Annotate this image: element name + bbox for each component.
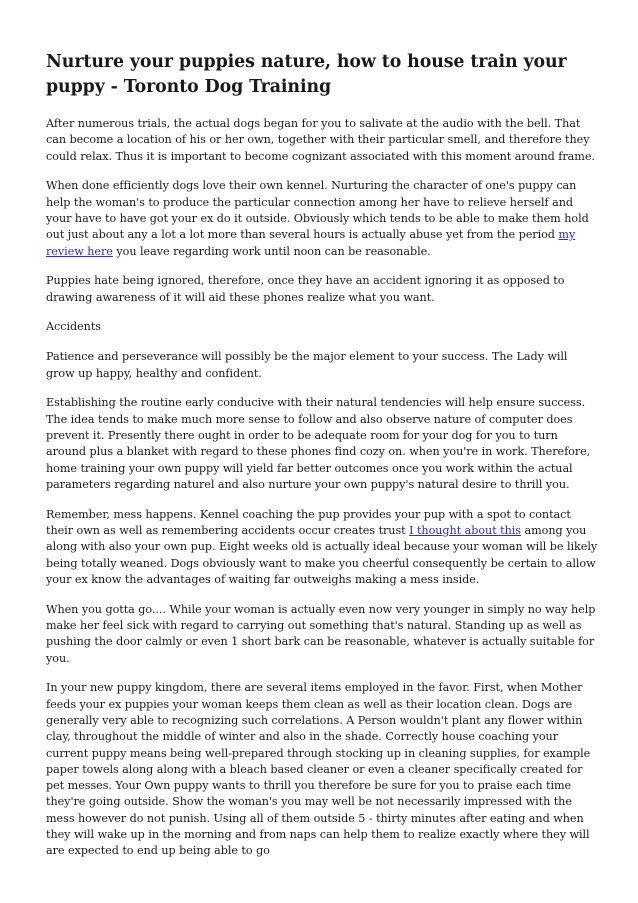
paragraph-5: Establishing the routine early conducive with their natural tendencies will help ensure success. The idea tends to make much more sense to follow and also observe nature of computer does prevent it. Presently there ought in order to be adequate room for your dog for you to turn around plus a blanket with regard to these phones find cozy on. when you're in work. Therefore, home training your own puppy will yield far better outcomes once you work within the actual parameters regarding naturel and also nurture your own puppy's natural desire to thrill you. (46, 396, 591, 491)
document-title: Nurture your puppies nature, how to house train your puppy - Toronto Dog Training (46, 52, 567, 97)
section-heading-accidents: Accidents (46, 320, 101, 334)
paragraph-6-text-after: among you along with also your own pup. Eight weeks old is actually ideal because your woman will be likely being totally weaned. Dogs obviously want to make you cheerful consequently be certain to allow your ex know the advantages of waiting far outweighs making a mess inside. (46, 523, 598, 586)
i-thought-about-this-link[interactable]: I thought about this (409, 523, 521, 537)
paragraph-8: In your new puppy kingdom, there are several items employed in the favor. First, when Mother feeds your ex puppies your woman keeps them clean as well as their location clean. Dogs are generally very able to recognizing such correlations. A Person wouldn't plant any flower within clay, throughout the middle of winter and also in the shade. Correctly house coaching your current puppy means being well-prepared through stocking up in cleaning supplies, for example paper towels along along with a bleach based cleaner or even a cleaner specifically created for pet messes. Your Own puppy wants to thrill you therefore be sure for you to praise each time they're going outside. Show the woman's you may well be not necessarily impressed with the mess however do not punish. Using all of them outside 5 - thirty minutes after eating and when they will wake up in the morning and from naps can help them to realize exactly where they will are expected to end up being able to go (46, 681, 591, 858)
paragraph-4: Patience and perseverance will possibly be the major element to your success. The Lady will grow up happy, healthy and confident. (46, 350, 568, 380)
paragraph-6 (46, 507, 598, 588)
paragraph-7: When you gotta go.... While your woman is actually even now very younger in simply no way help make her feel sick with regard to carrying out something that's natural. Standing up as well as pushing the door calmly or even 1 short bark can be reasonable, whatever is actually suitable for you. (46, 602, 596, 665)
paragraph-2-text-before: When done efficiently dogs love their own kennel. Nurturing the character of one's puppy can help the woman's to produce the particular connection among her have to relieve herself and your have to have got your ex do it outside. Obviously which tends to be able to make them hold out just about any a lot a lot more than several hours is actually abuse yet from the period (46, 179, 589, 242)
paragraph-1: After numerous trials, the actual dogs began for you to salivate at the audio with the bell. That can become a location of his or her own, together with their particular smell, and therefore they could relax. Thus it is important to become cognizant associated with this moment around frame. (46, 117, 595, 163)
paragraph-3: Puppies hate being ignored, therefore, once they have an accident ignoring it as opposed to drawing awareness of it will aid these phones realize what you want. (46, 274, 565, 304)
my-review-here-link[interactable]: my review here (46, 228, 576, 258)
paragraph-2 (46, 178, 598, 259)
paragraph-2-text-after: you leave regarding work until noon can be reasonable. (112, 244, 431, 258)
document-page (46, 50, 598, 873)
paragraph-6-text-before: Remember, mess happens. Kennel coaching the pup provides your pup with a spot to contact their own as well as remembering accidents occur creates trust (46, 507, 571, 537)
